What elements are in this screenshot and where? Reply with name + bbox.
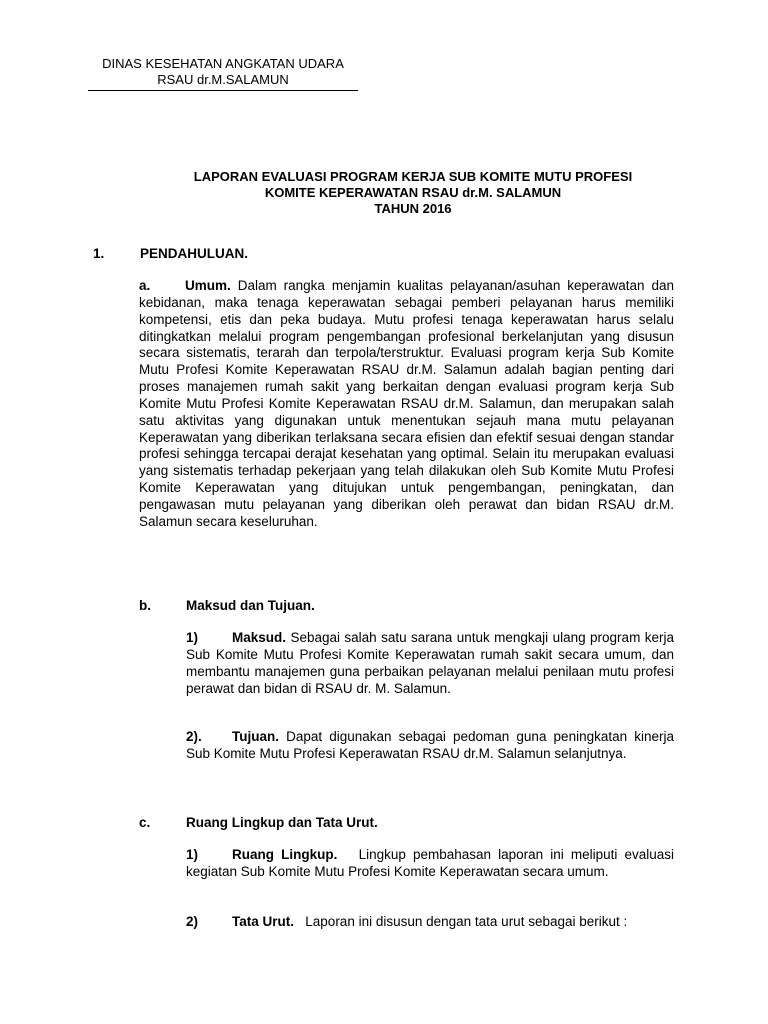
sub-b-item2-paragraph — [186, 729, 674, 763]
org-name-line2: RSAU dr.M.SALAMUN — [157, 72, 289, 87]
sub-b-item2-heading: Tujuan. — [232, 729, 279, 744]
sub-c-item2-text: Laporan ini disusun dengan tata urut sebagai berikut : — [305, 914, 628, 929]
sub-b-item1-heading: Maksud. — [232, 630, 287, 645]
sub-a-text: Dalam rangka menjamin kualitas pelayanan/asuhan keperawatan dan kebidanan, maka tenaga keperawatan sebagai pemberi pelayanan harus memiliki kompetensi, etis dan peka budaya. Mutu profesi tenaga keperawatan harus selalu ditingkatkan melalui program pengembangan profesional berkelanjutan yang disusun secara sistematis, terarah dan terpola/terstruktur. Evaluasi program kerja Sub Komite Mutu Profesi Komite Keperawatan RSAU dr.M. Salamun adalah bagian penting dari proses manajemen rumah sakit yang berkaitan dengan evaluasi program kerja Sub Komite Mutu Profesi Komite Keperawatan RSAU dr.M. Salamun, dan merupakan salah satu aktivitas yang digunakan untuk menentukan sejauh mana mutu pelayanan Keperawatan yang diberikan terlaksana secara efisien dan efektif sesuai dengan standar profesi sehingga tercapai derajat kesehatan yang optimal. Selain itu merupakan evaluasi yang sistematis terhadap pekerjaan yang telah dilakukan oleh Sub Komite Mutu Profesi Komite Keperawatan yang ditujukan untuk pengembangan, peningkatan, dan pengawasan mutu pelayanan yang diberikan oleh perawat dan bidan RSAU dr.M. Salamun secara keseluruhan. — [139, 278, 674, 529]
sub-b-item1-text: Sebagai salah satu sarana untuk mengkaji ulang program kerja Sub Komite Mutu Profesi Komite Keperawatan rumah sakit secara umum, dan membantu manajemen guna perbaikan pelayanan melalui penilaan mutu profesi perawat dan bidan di RSAU dr. M. Salamun. — [186, 630, 674, 696]
report-title-year: TAHUN 2016 — [374, 201, 452, 216]
sub-b-item1-number: 1) — [186, 630, 199, 645]
sub-b-heading: Maksud dan Tujuan. — [186, 598, 315, 613]
sub-c-item1-paragraph — [186, 847, 674, 881]
sub-c-item1-heading: Ruang Lingkup. — [232, 847, 338, 862]
sub-c-heading: Ruang Lingkup dan Tata Urut. — [186, 815, 378, 830]
sub-a-paragraph — [139, 278, 674, 531]
sub-c-item2-number: 2) — [186, 914, 199, 929]
report-title-line2: KOMITE KEPERAWATAN RSAU dr.M. SALAMUN — [264, 185, 562, 200]
sub-c-letter: c. — [139, 815, 151, 830]
sub-c-item1-text: Lingkup pembahasan laporan ini meliputi evaluasi kegiatan Sub Komite Mutu Profesi Komite Keperawatan secara umum. — [186, 847, 674, 879]
sub-a-letter: a. — [139, 278, 151, 293]
sub-b-letter: b. — [139, 598, 151, 613]
sub-c-item2-heading: Tata Urut. — [232, 914, 295, 929]
sub-b-item2-text: Dapat digunakan sebagai pedoman guna peningkatan kinerja Sub Komite Mutu Profesi Keperawatan RSAU dr.M. Salamun selanjutnya. — [186, 729, 674, 761]
section-heading: PENDAHULUAN. — [140, 246, 248, 261]
header-underline — [88, 90, 358, 91]
report-title-line1: LAPORAN EVALUASI PROGRAM KERJA SUB KOMITE MUTU PROFESI — [193, 169, 633, 184]
sub-c-item2-paragraph — [186, 914, 674, 931]
section-number: 1. — [93, 246, 105, 261]
sub-b-item1-paragraph — [186, 630, 674, 697]
sub-c-item1-number: 1) — [186, 847, 199, 862]
sub-b-item2-number: 2). — [186, 729, 202, 744]
org-name-line1: DINAS KESEHATAN ANGKATAN UDARA — [102, 56, 344, 71]
sub-a-heading: Umum. — [185, 278, 231, 293]
